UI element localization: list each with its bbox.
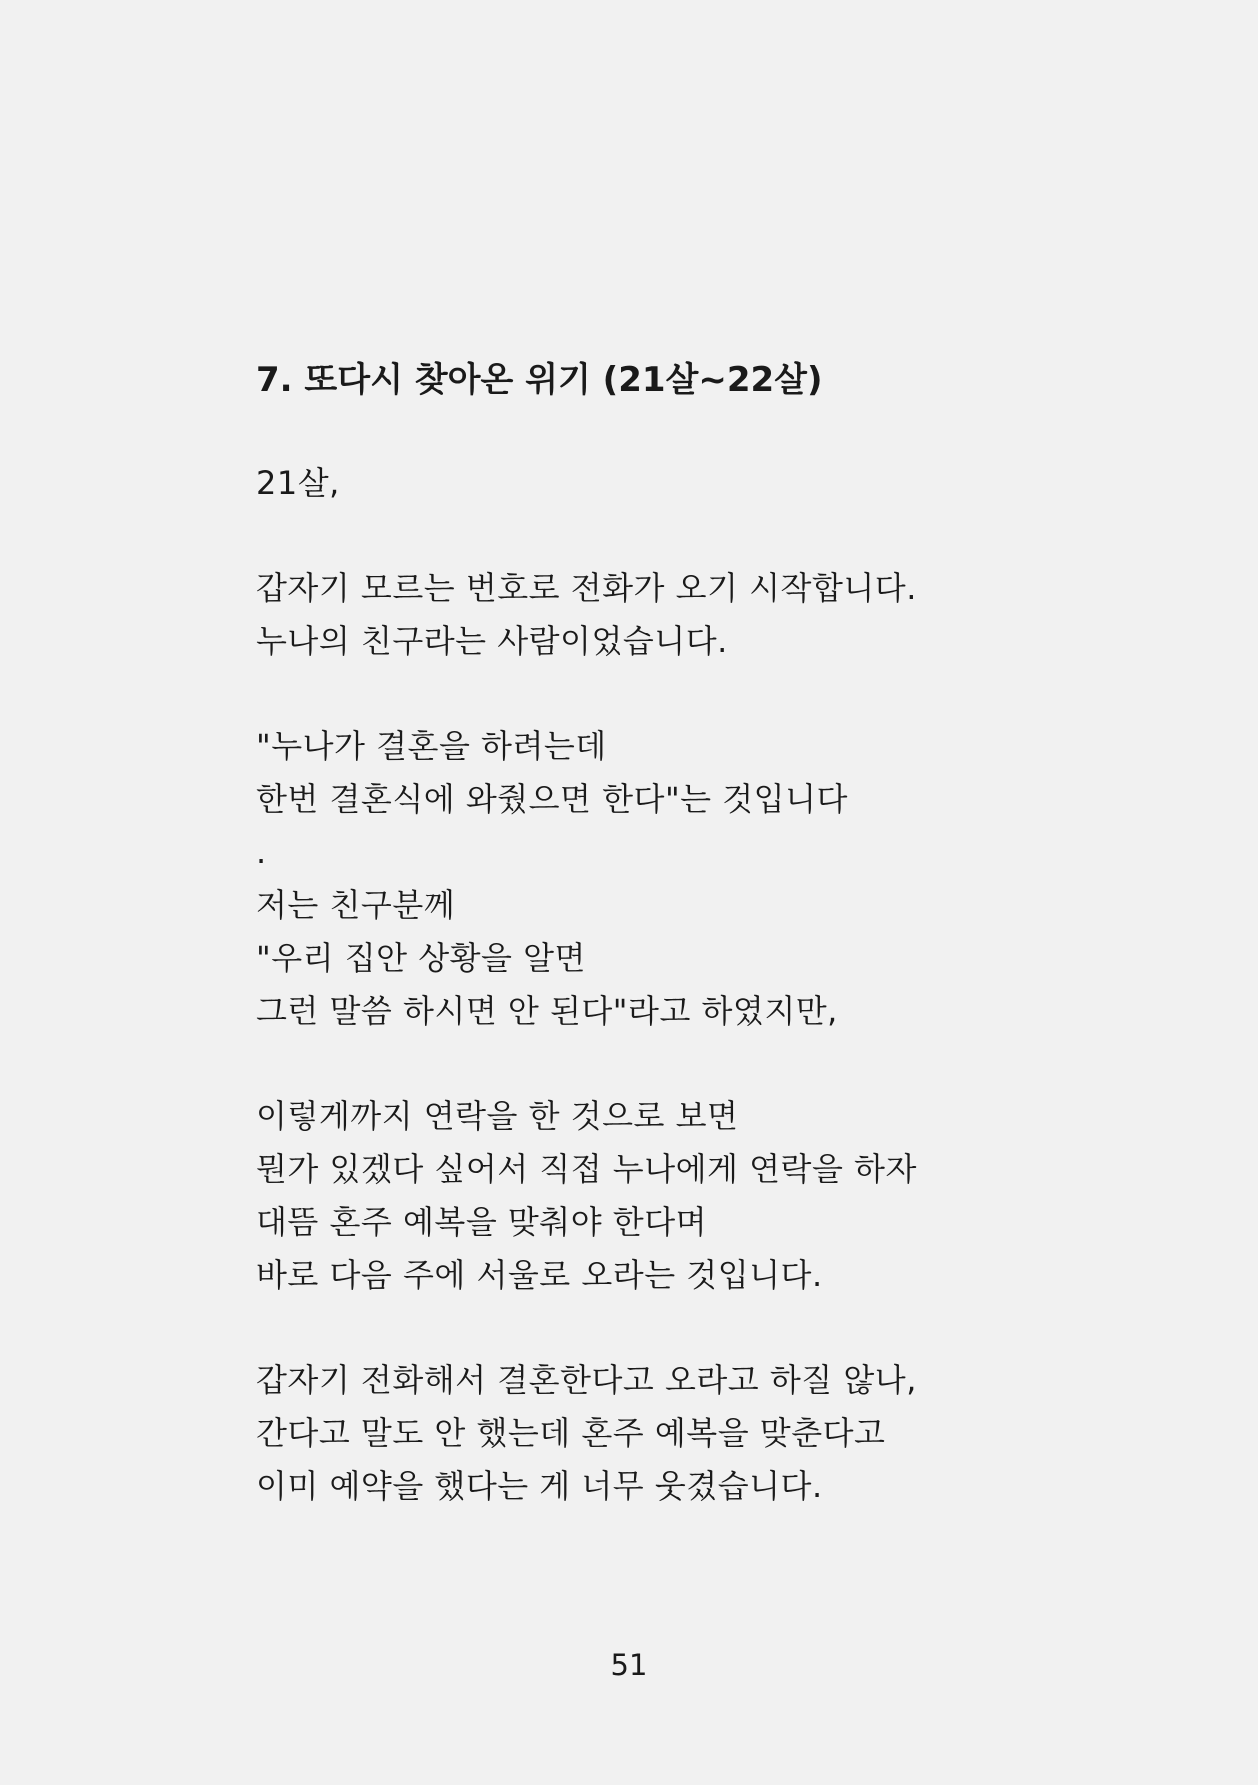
- text-line: 간다고 말도 안 했는데 혼주 예복을 맞춘다고: [256, 1414, 886, 1452]
- text-line: "우리 집안 상황을 알면: [256, 939, 586, 977]
- paragraph: [256, 1354, 1056, 1513]
- text-line: 그런 말씀 하시면 안 된다"라고 하였지만,: [256, 992, 838, 1030]
- page-number: 51: [610, 1648, 648, 1682]
- text-line: .: [256, 833, 267, 871]
- page-content: [256, 348, 1056, 1565]
- text-line: 갑자기 모르는 번호로 전화가 오기 시작합니다.: [256, 569, 917, 607]
- text-line: "누나가 결혼을 하려는데: [256, 727, 607, 765]
- paragraph: [256, 1090, 1056, 1302]
- text-line: 대뜸 혼주 예복을 맞춰야 한다며: [256, 1203, 708, 1241]
- body-text: [256, 457, 1056, 1513]
- paragraph: [256, 562, 1056, 668]
- text-line: 이미 예약을 했다는 게 너무 웃겼습니다.: [256, 1467, 823, 1505]
- text-line: 21살,: [256, 464, 340, 502]
- text-line: 누나의 친구라는 사람이었습니다.: [256, 622, 728, 660]
- text-line: 바로 다음 주에 서울로 오라는 것입니다.: [256, 1256, 823, 1294]
- text-line: 갑자기 전화해서 결혼한다고 오라고 하질 않나,: [256, 1361, 917, 1399]
- paragraph: [256, 720, 1056, 1038]
- paragraph: [256, 457, 1056, 510]
- text-line: 저는 친구분께: [256, 886, 456, 924]
- text-line: 뭔가 있겠다 싶어서 직접 누나에게 연락을 하자: [256, 1150, 917, 1188]
- chapter-title: 7. 또다시 찾아온 위기 (21살~22살): [256, 360, 823, 400]
- text-line: 이렇게까지 연락을 한 것으로 보면: [256, 1097, 739, 1135]
- text-line: 한번 결혼식에 와줬으면 한다"는 것입니다: [256, 780, 848, 818]
